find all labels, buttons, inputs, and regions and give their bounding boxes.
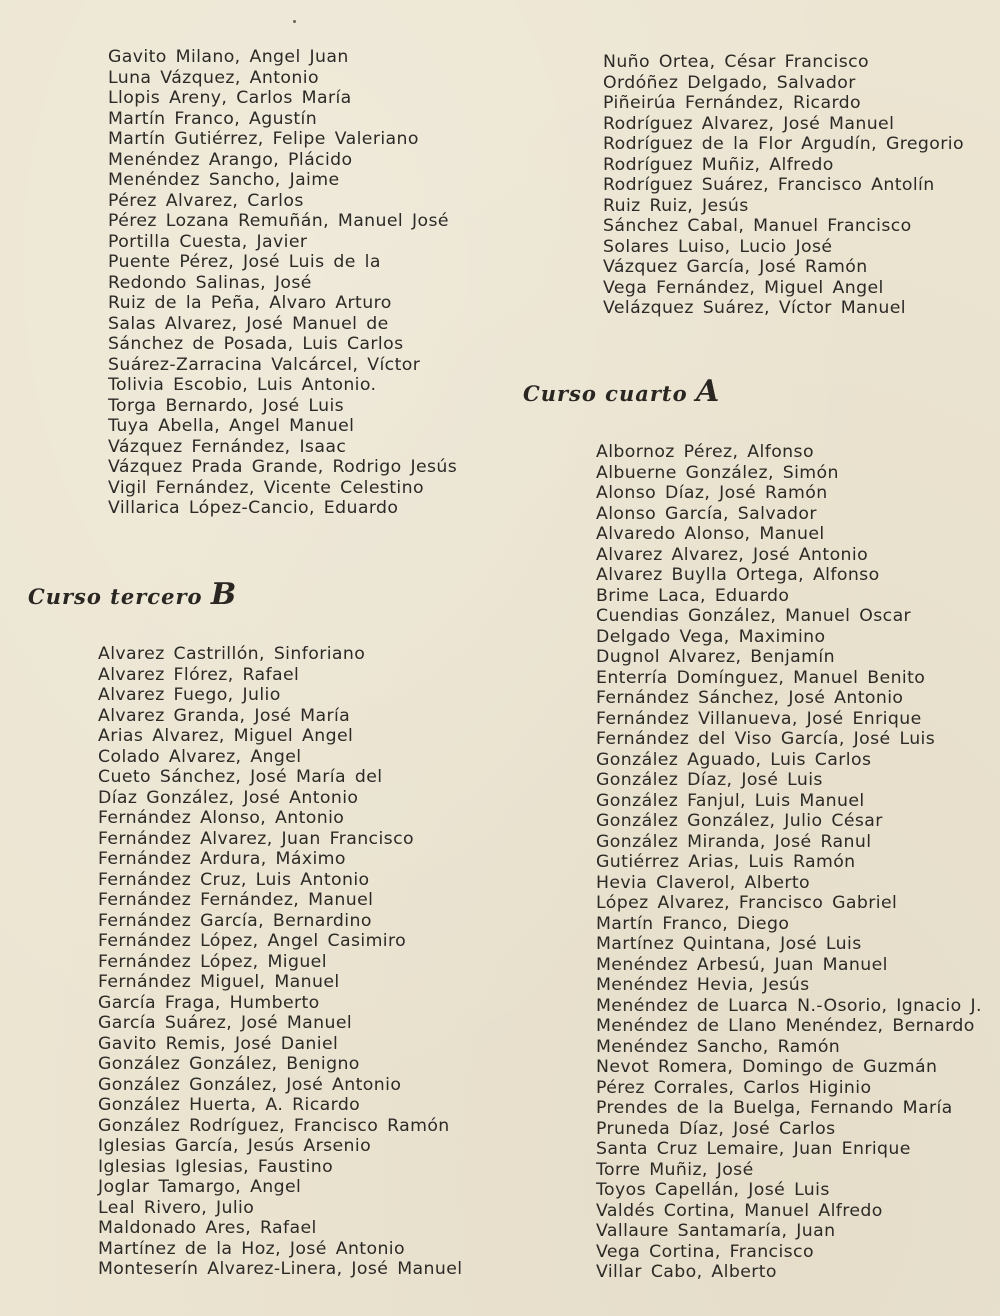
student-list [108,47,457,519]
student-name: Alonso Díaz, José Ramón [596,483,828,503]
student-name: Pérez Lozana Remuñán, Manuel José [108,211,449,231]
student-name: Redondo Salinas, José [108,272,312,293]
student-name: Nevot Romera, Domingo de Guzmán [596,1057,938,1077]
student-name: Fernández López, Angel Casimiro [98,931,407,951]
student-name: Alvarez Castrillón, Sinforiano [98,644,366,664]
student-name: Alvarez Flórez, Rafael [98,664,300,685]
student-name: González Huerta, A. Ricardo [98,1095,361,1115]
student-name: González González, Julio César [596,811,883,831]
student-name: Fernández Alvarez, Juan Francisco [98,828,414,849]
student-name: Pruneda Díaz, José Carlos [596,1118,836,1139]
student-name: Luna Vázquez, Antonio [108,67,319,88]
student-name: Ruiz Ruiz, Jesús [603,195,749,216]
student-name: Albornoz Pérez, Alfonso [596,442,814,462]
student-name: Menéndez Arbesú, Juan Manuel [596,954,888,975]
student-name: Enterría Domínguez, Manuel Benito [596,667,926,688]
student-list [603,52,964,319]
student-name: Alvarez Buylla Ortega, Alfonso [596,565,880,585]
student-name: Vega Fernández, Miguel Angel [603,277,884,298]
student-name: Alvaredo Alonso, Manuel [596,524,825,544]
section-heading-cuarto-a [523,374,720,409]
student-name: Piñeirúa Fernández, Ricardo [603,93,861,113]
student-name: Rodríguez de la Flor Argudín, Gregorio [603,134,964,154]
left-column-top-list [108,47,457,519]
student-name: González Fanjul, Luis Manuel [596,790,865,811]
student-name: Rodríguez Muñiz, Alfredo [603,154,834,175]
student-name: Albuerne González, Simón [596,462,839,483]
student-name: Martín Franco, Diego [596,913,790,934]
student-name: Portilla Cuesta, Javier [108,231,308,252]
student-name: Gutiérrez Arias, Luis Ramón [596,852,856,872]
student-name: Llopis Areny, Carlos María [108,88,352,108]
student-name: Fernández Ardura, Máximo [98,849,346,869]
student-name: Menéndez Arango, Plácido [108,149,353,170]
student-name: Salas Alvarez, José Manuel de [108,313,389,334]
student-name: Valdés Cortina, Manuel Alfredo [596,1200,883,1221]
student-name: Villarica López-Cancio, Eduardo [108,498,399,518]
student-name: Fernández López, Miguel [98,951,327,972]
heading-letter: B [210,577,238,612]
student-name: Alvarez Alvarez, José Antonio [596,544,869,565]
student-name: Menéndez de Llano Menéndez, Bernardo [596,1016,975,1036]
student-name: Rodríguez Suárez, Francisco Antolín [603,175,935,195]
student-name: Martín Franco, Agustín [108,108,318,129]
student-name: Menéndez Sancho, Jaime [108,170,340,190]
student-name: Pérez Alvarez, Carlos [108,190,304,211]
student-name: Fernández Sánchez, José Antonio [596,688,904,708]
student-name: Torre Muñiz, José [596,1159,754,1180]
student-name: Martín Gutiérrez, Felipe Valeriano [108,129,419,149]
student-name: Alvarez Granda, José María [98,705,351,726]
student-name: Vigil Fernández, Vicente Celestino [108,477,424,498]
student-name: Sánchez de Posada, Luis Carlos [108,334,404,354]
student-name: Fernández Miguel, Manuel [98,972,340,992]
student-name: González González, Benigno [98,1054,360,1074]
student-name: Iglesias García, Jesús Arsenio [98,1136,372,1156]
heading-prefix: Curso tercero [28,584,203,609]
student-name: Martínez de la Hoz, José Antonio [98,1238,405,1259]
student-name: Brime Laca, Eduardo [596,585,790,606]
student-name: Alonso García, Salvador [596,503,817,524]
student-name: Cuendias González, Manuel Oscar [596,606,912,626]
student-name: Nuño Ortea, César Francisco [603,52,869,72]
student-name: García Fraga, Humberto [98,992,320,1013]
section-heading-tercero-b [28,577,237,612]
student-name: Fernández Villanueva, José Enrique [596,708,922,729]
student-name: González Díaz, José Luis [596,770,823,790]
heading-prefix: Curso cuarto [523,381,688,406]
student-name: Iglesias Iglesias, Faustino [98,1156,334,1177]
student-name: Gavito Milano, Angel Juan [108,47,349,67]
student-name: González González, José Antonio [98,1074,402,1095]
student-name: González Rodríguez, Francisco Ramón [98,1115,450,1136]
student-name: Santa Cruz Lemaire, Juan Enrique [596,1139,911,1159]
student-name: Velázquez Suárez, Víctor Manuel [603,298,906,318]
student-name: Cueto Sánchez, José María del [98,767,383,787]
student-list [596,442,982,1283]
student-name: Pérez Corrales, Carlos Higinio [596,1077,872,1098]
student-name: Vega Cortina, Francisco [596,1241,814,1262]
student-name: Vallaure Santamaría, Juan [596,1221,836,1241]
student-name: Fernández Cruz, Luis Antonio [98,869,370,890]
student-name: Vázquez Prada Grande, Rodrigo Jesús [108,457,458,477]
student-name: González Aguado, Luis Carlos [596,749,872,770]
student-name: Maldonado Ares, Rafael [98,1218,317,1238]
student-name: López Alvarez, Francisco Gabriel [596,893,898,913]
student-name: Vázquez Fernández, Isaac [108,436,347,457]
student-name: Díaz González, José Antonio [98,787,359,808]
student-name: García Suárez, José Manuel [98,1013,353,1033]
student-name: Leal Rivero, Julio [98,1197,255,1218]
student-name: Fernández del Viso García, José Luis [596,729,936,749]
student-name: Tuya Abella, Angel Manuel [108,416,355,436]
student-name: Martínez Quintana, José Luis [596,934,862,954]
student-name: Torga Bernardo, José Luis [108,395,345,416]
student-name: Suárez-Zarracina Valcárcel, Víctor [108,354,421,375]
right-column-bottom-list [596,442,982,1283]
student-name: Fernández Alonso, Antonio [98,808,345,828]
student-name: Rodríguez Alvarez, José Manuel [603,113,895,134]
heading-letter: A [695,374,721,409]
student-name: Menéndez Hevia, Jesús [596,975,810,995]
student-name: Villar Cabo, Alberto [596,1262,777,1282]
student-name: Alvarez Fuego, Julio [98,685,281,705]
student-name: Tolivia Escobio, Luis Antonio. [108,375,377,395]
student-name: Toyos Capellán, José Luis [596,1180,830,1200]
student-name: Monteserín Alvarez-Linera, José Manuel [98,1259,463,1279]
right-column-top-list [603,52,964,319]
student-name: Arias Alvarez, Miguel Angel [98,726,354,746]
student-name: Ruiz de la Peña, Alvaro Arturo [108,293,392,313]
student-name: Sánchez Cabal, Manuel Francisco [603,216,912,236]
student-name: Menéndez de Luarca N.-Osorio, Ignacio J. [596,995,982,1016]
student-name: Menéndez Sancho, Ramón [596,1036,841,1057]
student-name: Hevia Claverol, Alberto [596,872,811,893]
student-name: Joglar Tamargo, Angel [98,1177,302,1197]
student-name: Solares Luiso, Lucio José [603,236,833,257]
student-name: Vázquez García, José Ramón [603,257,868,277]
student-name: Fernández García, Bernardino [98,910,372,931]
ink-speck [293,20,296,23]
student-name: Puente Pérez, José Luis de la [108,252,381,272]
student-name: Fernández Fernández, Manuel [98,890,374,910]
student-name: González Miranda, José Ranul [596,831,872,852]
student-name: Ordóñez Delgado, Salvador [603,72,856,93]
student-name: Gavito Remis, José Daniel [98,1033,339,1054]
left-column-bottom-list [98,644,462,1280]
student-name: Colado Alvarez, Angel [98,746,302,767]
student-list [98,644,462,1280]
student-name: Delgado Vega, Maximino [596,626,826,647]
student-name: Dugnol Alvarez, Benjamín [596,647,835,667]
student-name: Prendes de la Buelga, Fernando María [596,1098,953,1118]
